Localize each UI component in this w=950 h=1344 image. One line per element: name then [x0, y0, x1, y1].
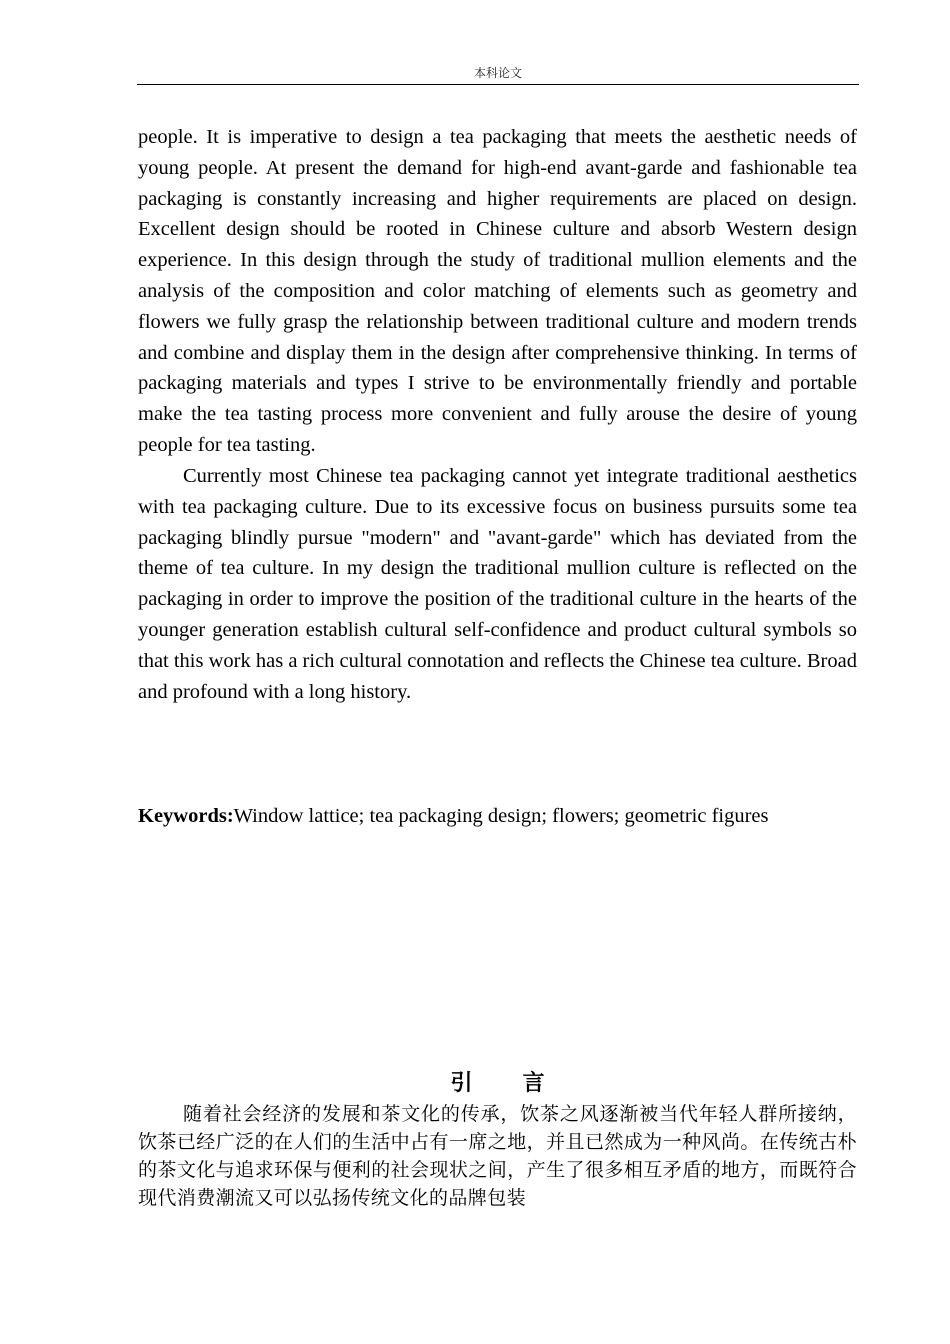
header-divider: [137, 84, 859, 85]
keywords-label: Keywords:: [138, 805, 234, 827]
running-header: 本科论文: [473, 66, 522, 80]
keywords-value: Window lattice; tea packaging design; flowers; geometric figures: [233, 805, 769, 827]
abstract-paragraph-1: people. It is imperative to design a tea packaging that meets the aesthetic needs of young people. At present the demand for high-end avant-garde and fashionable tea packaging is constantly increasing and higher requirements are placed on design. Excellent design should be rooted in Chinese culture and absorb Western design experience. In this design through the study of traditional mullion elements and the analysis of the composition and color matching of elements such as geometry and flowers we fully grasp the relationship between traditional culture and modern trends and combine and display them in the design after comprehensive thinking. In terms of packaging materials and types I strive to be environmentally friendly and portable make the tea tasting process more convenient and fully arouse the desire of young people for tea tasting.: [138, 126, 857, 456]
introduction-paragraph-1: 随着社会经济的发展和茶文化的传承，饮茶之风逐渐被当代年轻人群所接纳，饮茶已经广泛的在人们的生活中占有一席之地，并且已然成为一种风尚。在传统古朴的茶文化与追求环保与便利的社会现状之间，产生了很多相互矛盾的地方，而既符合现代消费潮流又可以弘扬传统文化的品牌包装: [138, 1103, 857, 1209]
abstract-paragraph-2: Currently most Chinese tea packaging cannot yet integrate traditional aesthetics with tea packaging culture. Due to its excessive focus on business pursuits some tea packaging blindly pursue "modern" and "avant-garde" which has deviated from the theme of tea culture. In my design the traditional mullion culture is reflected on the packaging in order to improve the position of the traditional culture in the hearts of the younger generation establish cultural self-confidence and product cultural symbols so that this work has a rich cultural connotation and reflects the Chinese tea culture. Broad and profound with a long history.: [138, 465, 857, 703]
introduction-title: 引言: [450, 1071, 595, 1096]
keywords-line: [138, 801, 857, 831]
